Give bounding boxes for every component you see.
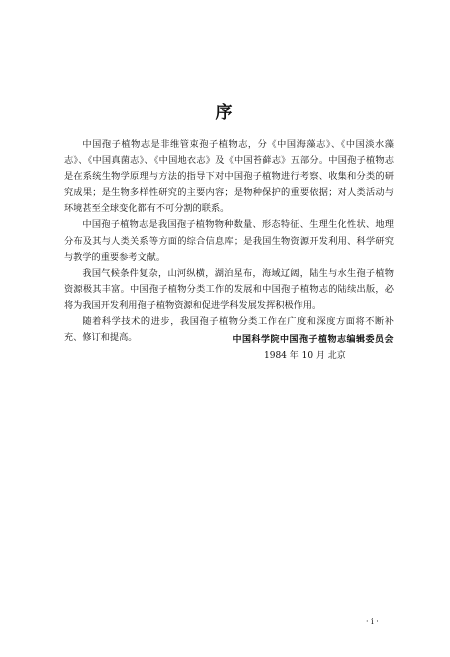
paragraph-2: 中国孢子植物志是我国孢子植物物种数量、形态特征、生理生化性状、地理分布及其与人类关系等方面的综合信息库；是我国生物资源开发利用、科学研究与教学的重要参考文献。 — [64, 219, 394, 263]
signature-block — [200, 332, 394, 364]
preface-title: 序 — [215, 103, 235, 123]
paragraph-1: 中国孢子植物志是非维管束孢子植物志，分《中国海藻志》、《中国淡水藻志》、《中国真菌志》、《中国地衣志》及《中国苔藓志》五部分。中国孢子植物志是在系统生物学原理与方法的指导下对中国孢子植物进行考察、收集和分类的研究成果；是生物多样性研究的主要内容；是物种保护的重要依据；对人类活动与环境甚至全球变化都有不可分割的联系。 — [64, 139, 394, 215]
signature-organization: 中国科学院中国孢子植物志编辑委员会 — [232, 335, 394, 345]
page-number: · i · — [366, 617, 379, 626]
signature-date-place: 1984 年 10 月 北京 — [264, 351, 346, 361]
paragraph-4: 随着科学技术的进步，我国孢子植物分类工作在广度和深度方面将不断补充、修订和提高。 — [64, 316, 394, 344]
paragraph-3: 我国气候条件复杂，山河纵横，湖泊星布，海域辽阔，陆生与水生孢子植物资源极其丰富。中国孢子植物分类工作的发展和中国孢子植物志的陆续出版，必将为我国开发利用孢子植物资源和促进学科发展发挥积极作用。 — [64, 267, 394, 311]
preface-body — [64, 137, 394, 346]
